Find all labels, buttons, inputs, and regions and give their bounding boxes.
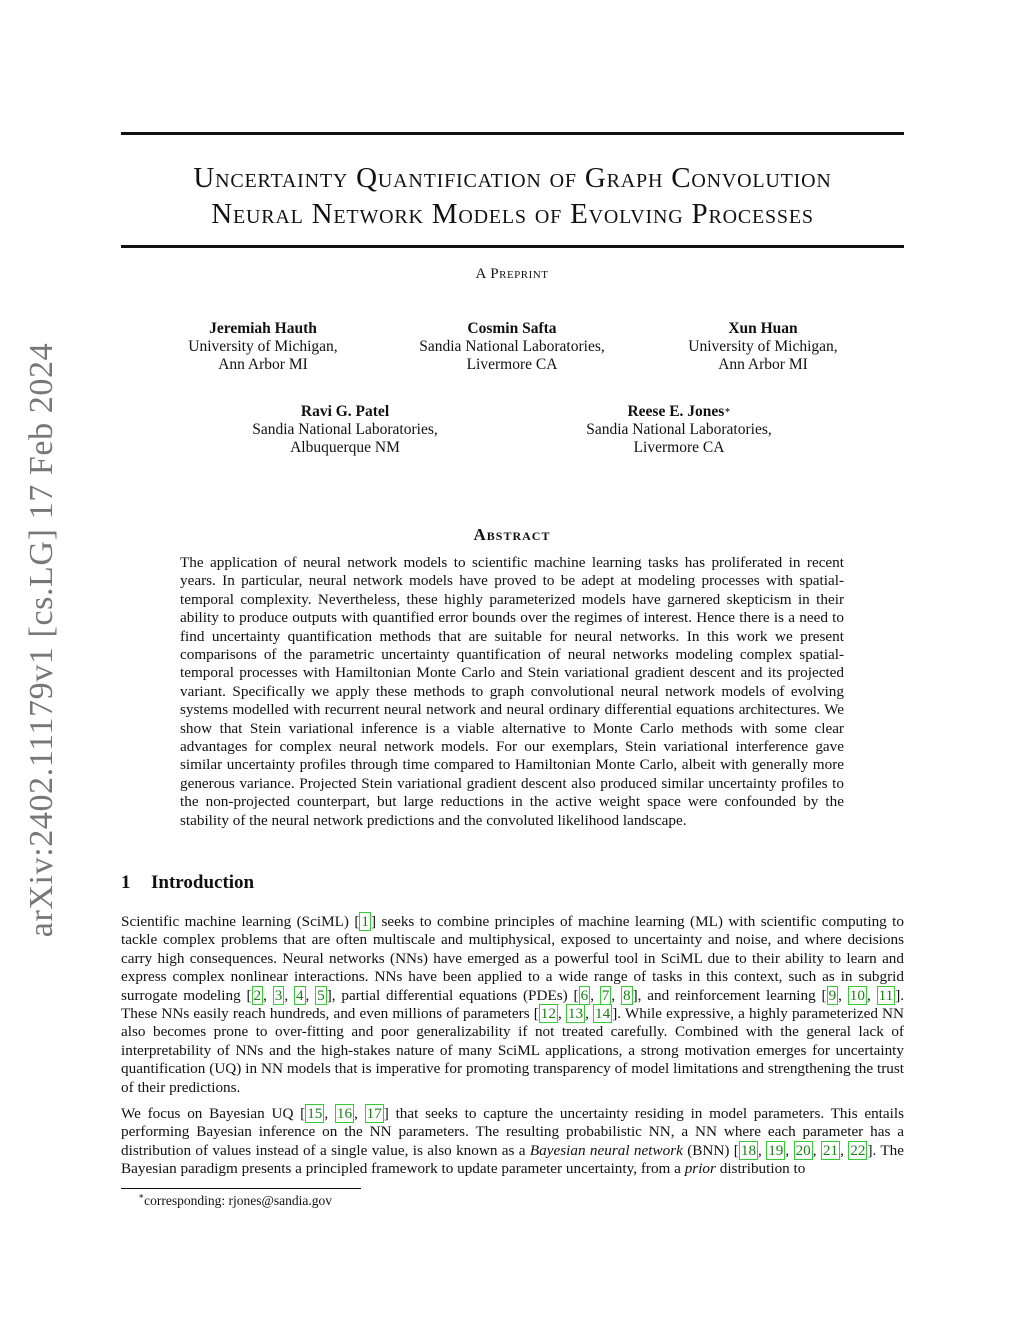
author-location: Livermore CA — [633, 439, 725, 456]
citation-link[interactable]: 10 — [849, 986, 865, 1004]
citation-link[interactable]: 2 — [253, 986, 262, 1004]
intro-paragraph-1: Scientific machine learning (SciML) [ 1 ] seeks to combine principles of machine learning (ML) with scientific computing to tackle complex problems that are often multiscale and multiphysical, exposed to uncertainty and noise, and where decisions carry high consequences. Neural networks (NNs) have emerged as a powerful tool in SciML due to their ability to learn and express complex nonlinear interactions. NNs have been applied to a wide range of tasks in this context, such as in subgrid surrogate modeling [ 2 , 3 , 4 , 5 ], partial differential equations (PDEs) [ 6 , 7 , 8 ], and reinforcement learning [ 9 , 10 , 11 ]. These NNs easily reach hundreds, and even millions of parameters [ 12 , 13 , 14 ]. While expressive, a highly parameterized NN also becomes prone to over-fitting and poor generalizability if not treated carefully. Combined with the general lack of interpretability of NNs and the high-stakes nature of many SciML applications, a strong motivation emerges for uncertainty quantification (UQ) in NN models that is imperative for promoting transparency of model limitations and strengthening the trust of their predictions. — [121, 913, 905, 1096]
citation-link[interactable]: 16 — [336, 1105, 353, 1122]
author-block — [549, 403, 809, 457]
author-affiliation: Sandia National Laboratories, — [252, 421, 438, 438]
title-top-rule — [121, 132, 904, 135]
preprint-label: A Preprint — [475, 266, 549, 282]
paper-title-line-1: Uncertainty Quantification of Graph Convolution — [193, 162, 832, 194]
footnote: ∗corresponding: rjones@sandia.gov — [138, 1191, 333, 1208]
section-title: Introduction — [151, 872, 255, 893]
author-name: Ravi G. Patel — [300, 403, 390, 420]
citation-link[interactable]: 12 — [540, 1005, 556, 1023]
citation-link[interactable]: 20 — [795, 1141, 811, 1159]
author-name: Reese E. Jones∗ — [627, 403, 731, 420]
author-block — [133, 320, 393, 374]
citation-link[interactable]: 1 — [361, 913, 369, 930]
citation-link[interactable]: 8 — [623, 986, 631, 1004]
section-heading — [121, 872, 254, 894]
author-affiliation: Sandia National Laboratories, — [419, 338, 605, 355]
citation-link[interactable]: 15 — [307, 1105, 323, 1122]
author-affiliation: Sandia National Laboratories, — [586, 421, 772, 438]
abstract-heading: Abstract — [473, 525, 551, 544]
author-location: Albuquerque NM — [290, 439, 400, 456]
citation-link[interactable]: 3 — [274, 986, 283, 1004]
author-location: Livermore CA — [466, 356, 558, 373]
citation-link[interactable]: 4 — [295, 986, 304, 1004]
footnote-rule — [121, 1188, 361, 1189]
intro-paragraph-2: We focus on Bayesian UQ [ 15 , 16 , 17 ] that seeks to capture the uncertainty residing in model parameters. This entails performing Bayesian inference on the NN parameters. The resulting probabilistic NN, a NN where each parameter has a distribution of values instead of a single value, is also known as a Bayesian neural network (BNN) [ 18 , 19 , 20 , 21 , 22 ]. The Bayesian paradigm presents a principled framework to update parameter uncertainty, from a prior distribution to — [121, 1105, 905, 1178]
citation-link[interactable]: 9 — [828, 986, 837, 1004]
abstract-body: The application of neural network models to scientific machine learning tasks has proliferated in recent years. In particular, neural network models have proved to be adept at modeling processes with spatial-temporal complexity. Nevertheless, these highly parameterized models have garnered skepticism in their ability to produce outputs with quantified error bounds over the regimes of interest. Hence there is a need to find uncertainty quantification methods that are suitable for neural networks. In this work we present comparisons of the parametric uncertainty quantification of neural networks modeling complex spatial-temporal processes with Hamiltonian Monte Carlo and Stein variational gradient descent and its projected variant. Specifically we apply these methods to graph convolutional neural network models of evolving systems modelled with recurrent neural network and neural ordinary differential equations architectures. We show that Stein variational inference is a viable alternative to Monte Carlo methods with some clear advantages for complex neural network models. For our exemplars, Stein variational interference gave similar uncertainty profiles through time compared to Hamiltonian Monte Carlo, albeit with generally more generous variance. Projected Stein variational gradient descent also produced similar uncertainty profiles to the non-projected counterpart, but large reductions in the active weight space were confounded by the stability of the neural network predictions and the convoluted likelihood landscape. — [180, 554, 844, 829]
author-affiliation: University of Michigan, — [688, 338, 838, 355]
section-number: 1 — [121, 872, 131, 893]
citation-link[interactable]: 21 — [822, 1141, 839, 1159]
citation-link[interactable]: 17 — [366, 1105, 382, 1122]
author-block — [215, 403, 475, 457]
citation-link[interactable]: 6 — [580, 986, 589, 1004]
author-location: Ann Arbor MI — [218, 356, 308, 373]
footnote-marker: ∗ — [724, 405, 731, 415]
author-location: Ann Arbor MI — [718, 356, 808, 373]
author-name: Jeremiah Hauth — [209, 320, 317, 337]
citation-link[interactable]: 18 — [740, 1141, 757, 1159]
author-name: Cosmin Safta — [467, 320, 557, 337]
citation-link[interactable]: 13 — [567, 1005, 584, 1023]
citation-link[interactable]: 22 — [850, 1141, 866, 1159]
author-block — [382, 320, 642, 374]
author-affiliation: University of Michigan, — [188, 338, 338, 355]
paper-title-line-2: Neural Network Models of Evolving Processes — [211, 198, 814, 230]
citation-link[interactable]: 19 — [768, 1141, 784, 1159]
author-name: Xun Huan — [728, 320, 798, 337]
author-block — [633, 320, 893, 374]
citation-link[interactable]: 11 — [878, 986, 894, 1004]
title-bottom-rule — [121, 245, 904, 248]
citation-link[interactable]: 14 — [595, 1005, 611, 1023]
citation-link[interactable]: 5 — [317, 986, 325, 1004]
arxiv-stamp: arXiv:2402.11179v1 [cs.LG] 17 Feb 2024 — [23, 342, 60, 938]
citation-link[interactable]: 7 — [601, 986, 610, 1004]
